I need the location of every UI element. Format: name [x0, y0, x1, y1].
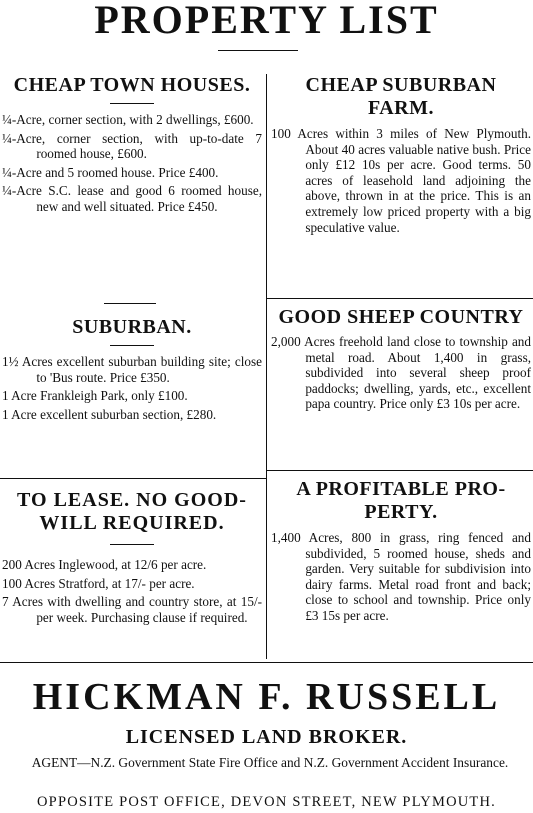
- firm-title: LICENSED LAND BROKER.: [125, 726, 408, 748]
- listing-item: 100 Acres within 3 miles of New Plymouth. About 40 acres valuable native bush. Price only £12 10s per acre. Good terms. 50 acres of leasehold land adjoining the above, thrown in at the price. This is an extremely low priced property with a big speculative value.: [271, 126, 531, 235]
- section-heading: A PROFITABLE PRO-PERTY.: [296, 478, 506, 523]
- listing-item: ¼-Acre, corner section, with up-to-date 7 roomed house, £600.: [2, 130, 262, 162]
- section-rule: [266, 470, 533, 471]
- section-heading: SUBURBAN.: [72, 316, 192, 338]
- agent-line: AGENT—N.Z. Government State Fire Office and N.Z. Government Accident Insurance.: [31, 755, 509, 770]
- section-rule: [266, 298, 533, 299]
- listing-item: 1,400 Acres, 800 in grass, ring fenced and subdivided, 5 roomed house, sheds and garden. Very suitable for subdivision into dairy farms. Metal road front and back; close to school and township. Price only £3 15s per acre.: [271, 530, 531, 623]
- listing-item: 200 Acres Inglewood, at 12/6 per acre.: [2, 557, 207, 572]
- listing-item: 2,000 Acres freehold land close to township and metal road. About 1,400 in grass, subdivided into several sheep proof paddocks; dwelling, yards, etc., excellent papa country. Price only £3 10s per acre.: [271, 334, 531, 412]
- section-heading: TO LEASE. NO GOOD-WILL REQUIRED.: [17, 489, 247, 534]
- separator: [110, 103, 154, 104]
- section-to-lease: [2, 489, 262, 628]
- title-rule: [218, 50, 298, 51]
- section-profitable-property: [271, 478, 531, 627]
- separator: [104, 303, 156, 304]
- address-line: OPPOSITE POST OFFICE, DEVON STREET, NEW PLYMOUTH.: [37, 794, 496, 810]
- separator: [110, 345, 154, 346]
- listing-item: 1½ Acres excellent suburban building site; close to 'Bus route. Price £350.: [2, 354, 262, 385]
- listing-item: ¼-Acre, corner section, with 2 dwellings, £600.: [2, 112, 254, 127]
- listing-item: 1 Acre Frankleigh Park, only £100.: [2, 388, 188, 404]
- section-cheap-town-houses: [2, 74, 262, 218]
- section-suburban: [2, 316, 262, 425]
- section-good-sheep-country: [271, 306, 531, 415]
- listing-item: 100 Acres Stratford, at 17/- per acre.: [2, 575, 195, 591]
- firm-name: HICKMAN F. RUSSELL: [32, 676, 501, 718]
- column-divider: [266, 74, 267, 659]
- section-heading: GOOD SHEEP COUNTRY: [278, 306, 524, 328]
- section-heading: CHEAP TOWN HOUSES.: [13, 74, 251, 96]
- listing-item: ¼-Acre and 5 roomed house. Price £400.: [2, 164, 219, 180]
- section-rule: [0, 478, 266, 479]
- listing-item: ¼-Acre S.C. lease and good 6 roomed house, new and well situated. Price £450.: [2, 183, 262, 214]
- page-title: PROPERTY LIST: [94, 0, 439, 42]
- listing-item: 1 Acre excellent suburban section, £280.: [2, 406, 217, 422]
- section-cheap-suburban-farm: [271, 74, 531, 238]
- footer-rule: [0, 662, 533, 663]
- separator: [110, 544, 154, 545]
- section-heading: CHEAP SUBURBAN FARM.: [305, 74, 497, 119]
- listing-item: 7 Acres with dwelling and country store, at 15/- per week. Purchasing clause if required.: [2, 594, 262, 625]
